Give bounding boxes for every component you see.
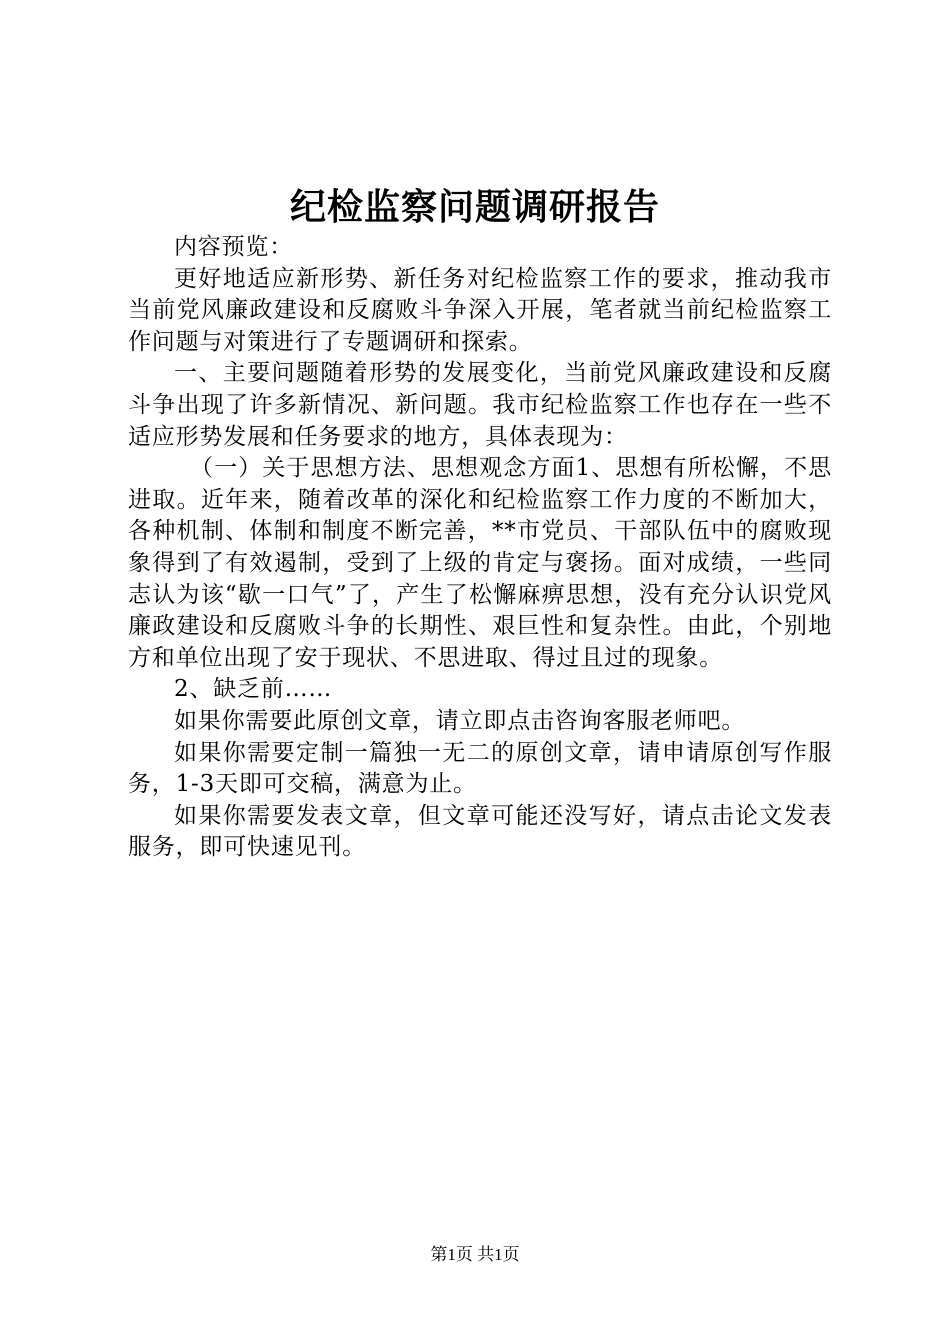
publishing-service-paragraph: 如果你需要发表文章，但文章可能还没写好，请点击论文发表服务，即可快速见刊。	[128, 802, 832, 861]
document-body	[128, 232, 832, 864]
intro-paragraph: 更好地适应新形势、新任务对纪检监察工作的要求，推动我市当前党风廉政建设和反腐败斗争深入开展，笔者就当前纪检监察工作问题与对策进行了专题调研和探索。	[128, 265, 832, 355]
writing-service-paragraph: 如果你需要定制一篇独一无二的原创文章，请申请原创写作服务，1-3天即可交稿，满意为止。	[128, 739, 832, 798]
subsection-one-paragraph: （一）关于思想方法、思想观念方面1、思想有所松懈，不思进取。近年来，随着改革的深化和纪检监察工作力度的不断加大，各种机制、体制和制度不断完善，**市党员、干部队伍中的腐败现象得到了有效遏制，受到了上级的肯定与褒扬。面对成绩，一些同志认为该“歇一口气”了，产生了松懈麻痹思想，没有充分认识党风廉政建设和反腐败斗争的长期性、艰巨性和复杂性。由此，个别地方和单位出现了安于现状、不思进取、得过且过的现象。	[128, 455, 832, 671]
page-number-footer: 第1页 共1页	[430, 1245, 520, 1264]
document-title: 纪检监察问题调研报告	[289, 186, 660, 228]
preview-label: 内容预览：	[174, 234, 293, 260]
consult-service-paragraph: 如果你需要此原创文章，请立即点击咨询客服老师吧。	[174, 707, 746, 734]
truncated-paragraph: 2、缺乏前……	[174, 676, 333, 703]
section-one-paragraph: 一、主要问题随着形势的发展变化，当前党风廉政建设和反腐斗争出现了许多新情况、新问题。我市纪检监察工作也存在一些不适应形势发展和任务要求的地方，具体表现为：	[128, 360, 832, 450]
